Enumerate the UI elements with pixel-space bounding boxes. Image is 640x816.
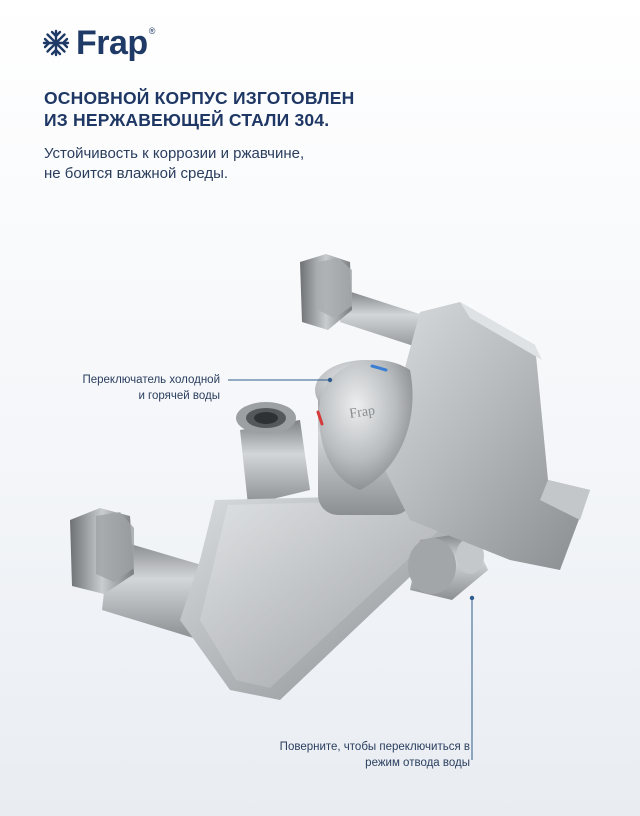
headline-line-1: ОСНОВНОЙ КОРПУС ИЗГОТОВЛЕН <box>44 88 355 108</box>
diverter-callout <box>280 739 470 771</box>
registered-mark: ® <box>148 26 156 36</box>
lever-callout-line-1: Переключатель холодной <box>82 374 220 386</box>
lever-callout-line-2: и горячей воды <box>138 390 220 402</box>
subtext-line-1: Устойчивость к коррозии и ржавчине, <box>44 145 305 162</box>
diverter-callout-line-2: режим отвода воды <box>365 757 470 769</box>
subtext-line-2: не боится влажной среды. <box>44 165 229 182</box>
headline-line-2: ИЗ НЕРЖАВЕЮЩЕЙ СТАЛИ 304. <box>44 110 330 130</box>
lever-callout <box>82 372 220 404</box>
outlet-nozzle <box>236 402 310 505</box>
brand-name: Frap <box>76 24 148 62</box>
diverter-callout-line-1: Поверните, чтобы переключиться в <box>279 741 470 753</box>
product-engraving: Frap <box>348 403 376 422</box>
